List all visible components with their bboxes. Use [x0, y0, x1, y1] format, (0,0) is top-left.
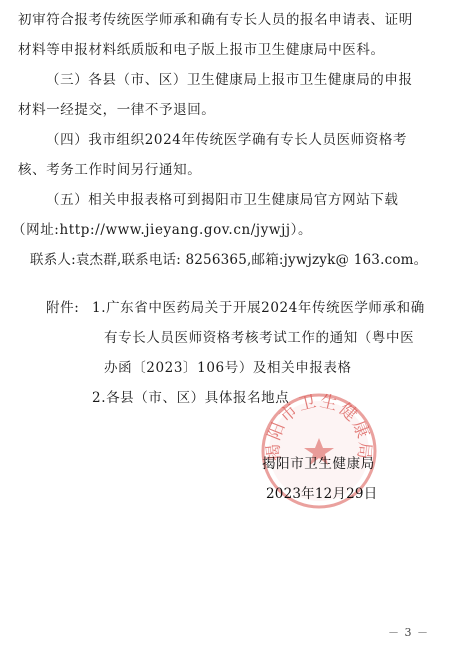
issuing-organization: 揭阳市卫生健康局	[262, 456, 375, 472]
body-line-1: 初审符合报考传统医学师承和确有专长人员的报名申请表、证明	[18, 12, 413, 28]
attachment-1-line-2: 有专长人员医师资格考核考试工作的通知（粤中医	[104, 330, 415, 346]
attachment-2: 2.各县（市、区）具体报名地点	[92, 390, 290, 406]
attachments-label: 附件:	[46, 300, 80, 316]
body-line-5: （四）我市组织2024年传统医学确有专长人员医师资格考	[46, 132, 408, 148]
seal-text: 揭阳市卫生健康局	[263, 391, 375, 462]
body-line-2: 材料等申报材料纸质版和电子版上报市卫生健康局中医科。	[18, 42, 385, 58]
page-number: － 3 －	[388, 626, 429, 639]
body-line-8: （网址:http://www.jieyang.gov.cn/jywjj）。	[12, 222, 313, 238]
attachment-1-line-1: 1.广东省中医药局关于开展2024年传统医学师承和确	[92, 300, 425, 316]
body-line-3: （三）各县（市、区）卫生健康局上报市卫生健康局的申报	[46, 72, 413, 88]
contact-line: 联系人:袁杰群,联系电话: 8256365,邮箱:jywjzyk@ 163.com。	[30, 252, 428, 268]
body-line-4: 材料一经提交，一律不予退回。	[18, 102, 216, 118]
body-line-7: （五）相关申报表格可到揭阳市卫生健康局官方网站下载	[46, 192, 399, 208]
attachment-1-line-3: 办函〔2023〕106号）及相关申报表格	[104, 360, 352, 376]
issue-date: 2023年12月29日	[266, 486, 378, 502]
body-line-6: 核、考务工作时间另行通知。	[18, 162, 202, 178]
